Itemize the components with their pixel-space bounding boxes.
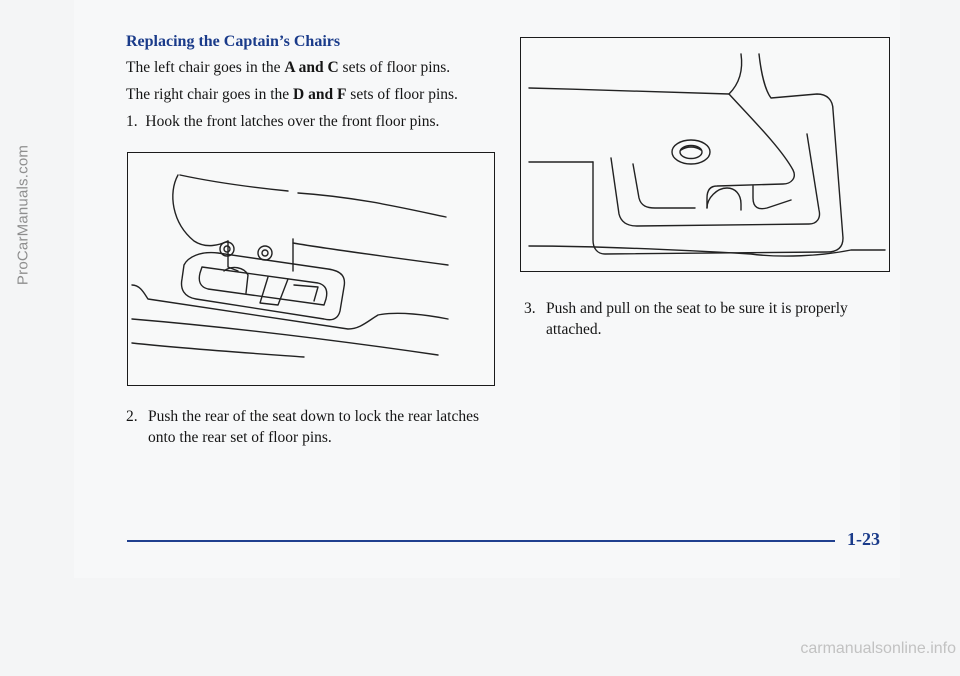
step-1 [126,113,439,131]
page-number: 1-23 [847,529,880,549]
step-3-number: 3. [524,300,536,317]
step-2-number: 2. [126,408,138,425]
left-chair-instruction [126,59,450,77]
bottom-watermark [0,640,958,666]
left-chair-pins: A and C [284,59,339,76]
step-1-number: 1. [126,113,138,130]
right-chair-text-end: sets of floor pins. [346,86,458,103]
right-chair-instruction [126,86,458,104]
front-latch-illustration [127,152,495,386]
right-chair-text-start: The right chair goes in the [126,86,294,103]
rear-latch-illustration [520,37,890,272]
step-2-text: Push the rear of the seat down to lock the rear latches onto the rear set of floor pins. [148,408,479,446]
bottom-watermark-text: carmanualsonline.info [800,640,956,657]
front-latch-drawing [128,153,494,385]
left-chair-text-end: sets of floor pins. [338,59,451,76]
left-chair-text-start: The left chair goes in the [126,59,285,76]
rear-latch-drawing [521,38,889,271]
side-watermark [0,30,46,400]
side-watermark-text: ProCarManuals.com [14,144,32,286]
step-3-text: Push and pull on the seat to be sure it is properly attached. [546,300,848,338]
right-chair-pins: D and F [293,86,347,103]
footer-rule [127,540,835,542]
step-1-text: Hook the front latches over the front floor pins. [145,113,440,130]
section-heading: Replacing the Captain’s Chairs [126,33,341,50]
